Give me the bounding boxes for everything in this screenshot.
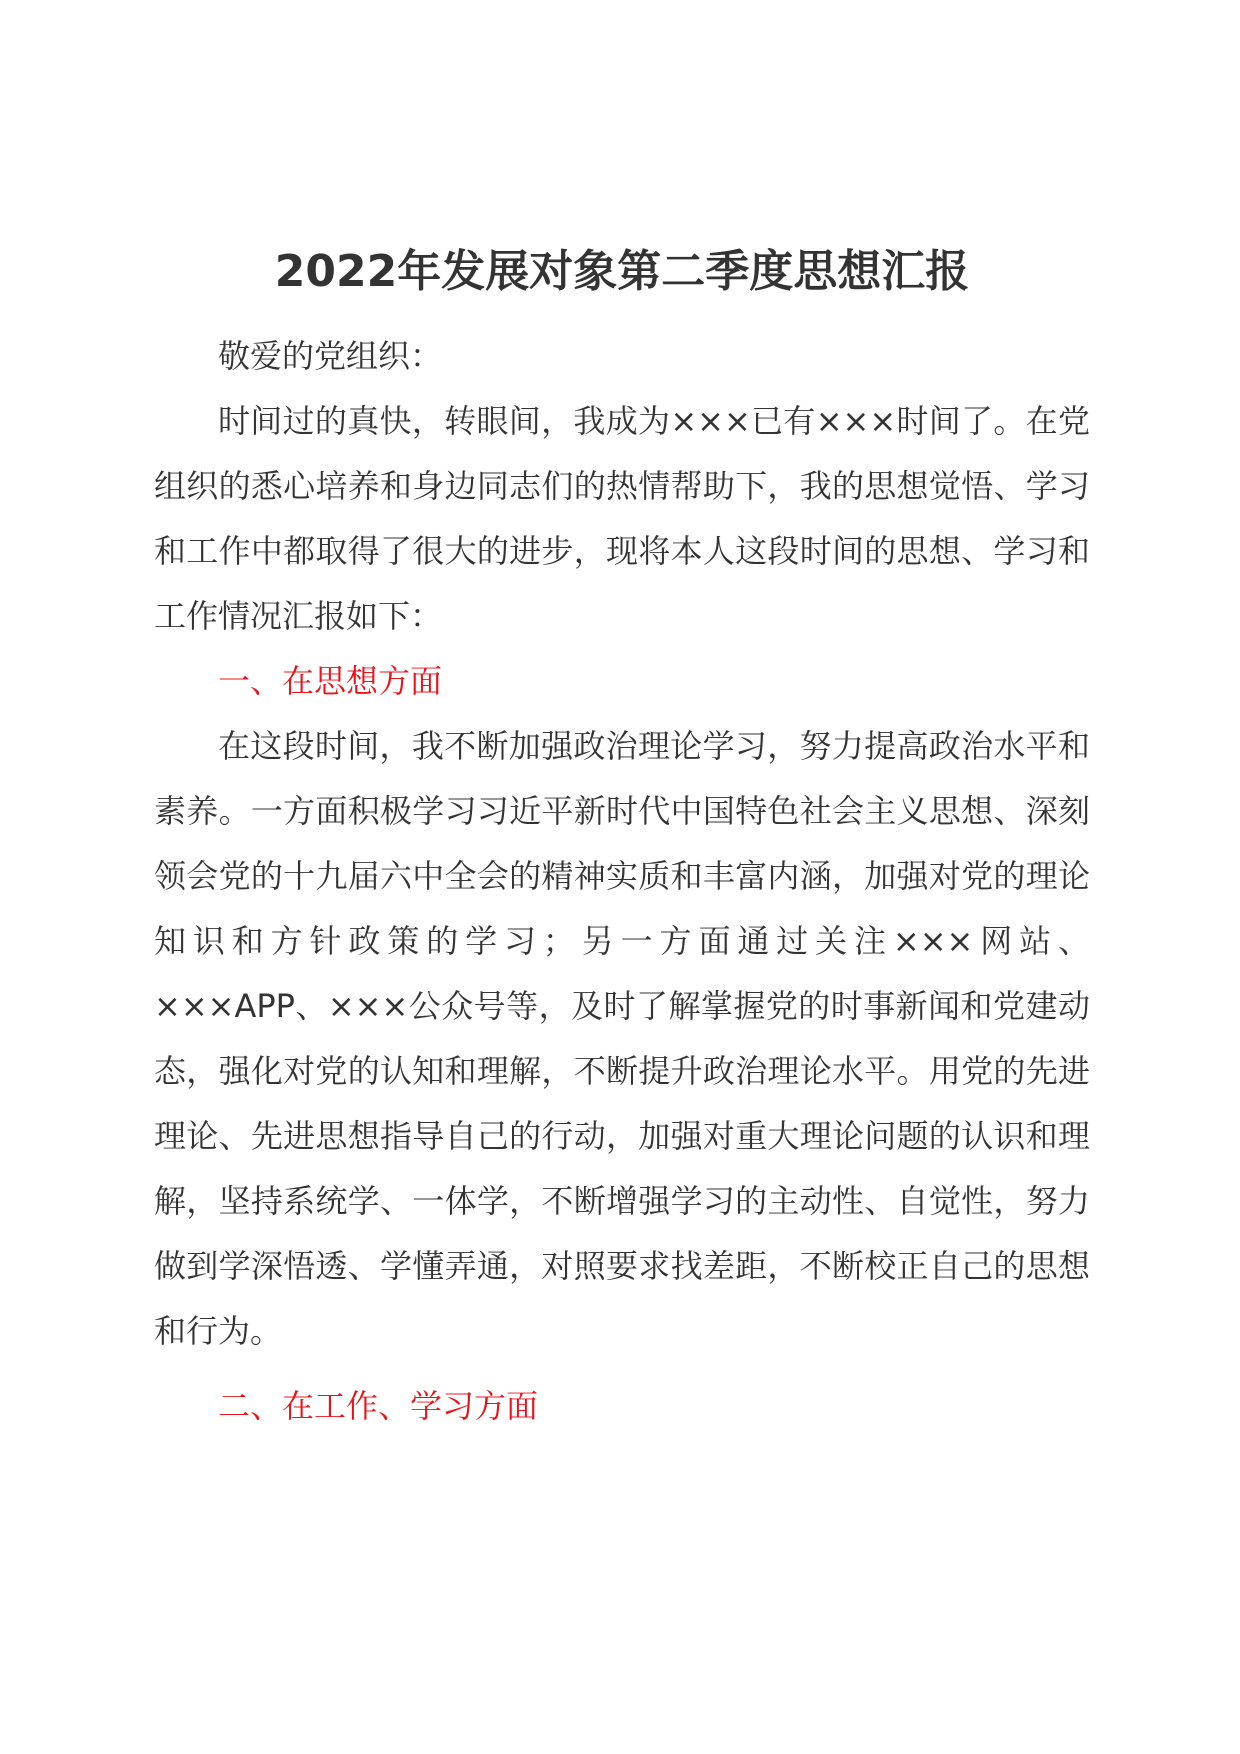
section-heading-work-study: 二、在工作、学习方面 [218, 1387, 539, 1425]
section-spacer [154, 1364, 1090, 1374]
document-page [154, 246, 1090, 1439]
intro-paragraph: 时间过的真快，转眼间，我成为×××已有×××时间了。在党组织的悉心培养和身边同志们的热情帮助下，我的思想觉悟、学习和工作中都取得了很大的进步，现将本人这段时间的思想、学习和工作情况汇报如下： [154, 402, 1090, 635]
document-title: 2022年发展对象第二季度思想汇报 [274, 246, 970, 297]
section-heading-thought: 一、在思想方面 [218, 662, 443, 700]
section-body-thought: 在这段时间，我不断加强政治理论学习，努力提高政治水平和素养。一方面积极学习习近平新时代中国特色社会主义思想、深刻领会党的十九届六中全会的精神实质和丰富内涵，加强对党的理论知识和方针政策的学习；另一方面通过关注×××网站、×××APP、×××公众号等，及时了解掌握党的时事新闻和党建动态，强化对党的认知和理解，不断提升政治理论水平。用党的先进理论、先进思想指导自己的行动，加强对重大理论问题的认识和理解，坚持系统学、一体学，不断增强学习的主动性、自觉性，努力做到学深悟透、学懂弄通，对照要求找差距，不断校正自己的思想和行为。 [154, 727, 1090, 1350]
greeting-line: 敬爱的党组织： [218, 337, 443, 375]
